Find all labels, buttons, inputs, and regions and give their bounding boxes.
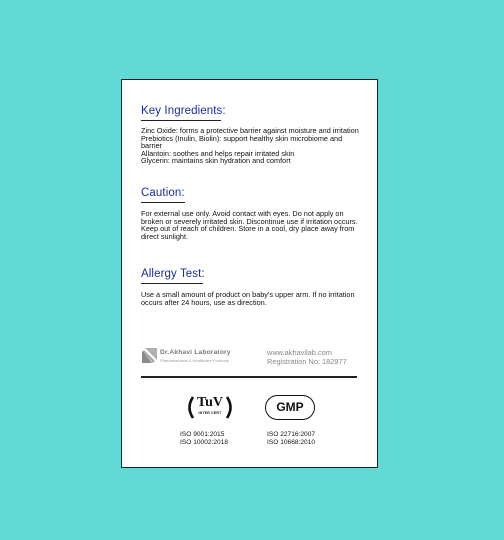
tuv-logo xyxy=(185,395,235,420)
ingredient-item: Glycerin: maintains skin hydration and comfort xyxy=(141,156,291,166)
registration-text: Registration No: 182977 xyxy=(267,357,347,366)
caution-title: Caution: xyxy=(141,187,185,199)
iso-cert-text: ISO 9001:2015 xyxy=(180,431,225,438)
iso-cert-text: ISO 22716:2007 xyxy=(267,431,316,438)
ingredient-item: Allantoin: soothes and helps repair irritated skin xyxy=(141,148,295,158)
tuv-sublabel: INTER CERT xyxy=(198,411,222,415)
ingredients-underline xyxy=(141,120,221,121)
caution-text: For external use only. Avoid contact with eyes. Do not apply on broken or severely irritated skin. Discontinue use if irritation occurs. Keep out of reach of children. Store in a cool, dry place away from direct sunlight. xyxy=(141,209,358,241)
iso-cert-text: ISO 10668:2010 xyxy=(267,438,316,446)
ingredients-list xyxy=(141,127,363,165)
ingredients-title: Key Ingredients: xyxy=(141,105,226,117)
iso-left-block xyxy=(180,431,228,446)
website-text: www.akhavilab.com xyxy=(267,348,332,357)
ingredient-item: Zinc Oxide: forms a protective barrier against moisture and irritation xyxy=(141,126,359,135)
ingredient-item: Prebiotics (Inulin, Biolin): support healthy skin microbiome and barrier xyxy=(141,133,343,151)
iso-right-block xyxy=(267,431,315,446)
brand-tagline: Pharmaceutical & Healthcare Products xyxy=(160,358,229,363)
caution-underline xyxy=(141,202,185,203)
contact-block xyxy=(267,348,347,366)
brand-name: Dr.Akhavi Laboratory xyxy=(160,349,231,356)
gmp-logo: GMP xyxy=(265,395,315,420)
lab-logo-icon xyxy=(142,348,157,363)
tuv-label: TuV xyxy=(197,395,223,410)
allergy-title: Allergy Test: xyxy=(141,268,205,280)
allergy-underline xyxy=(141,283,203,284)
allergy-text: Use a small amount of product on baby's upper arm. If no irritation occurs after 24 hours, use as direction. xyxy=(141,290,355,307)
iso-cert-text: ISO 10002:2018 xyxy=(180,438,229,446)
footer-divider xyxy=(141,376,357,378)
product-label-card xyxy=(121,79,378,468)
